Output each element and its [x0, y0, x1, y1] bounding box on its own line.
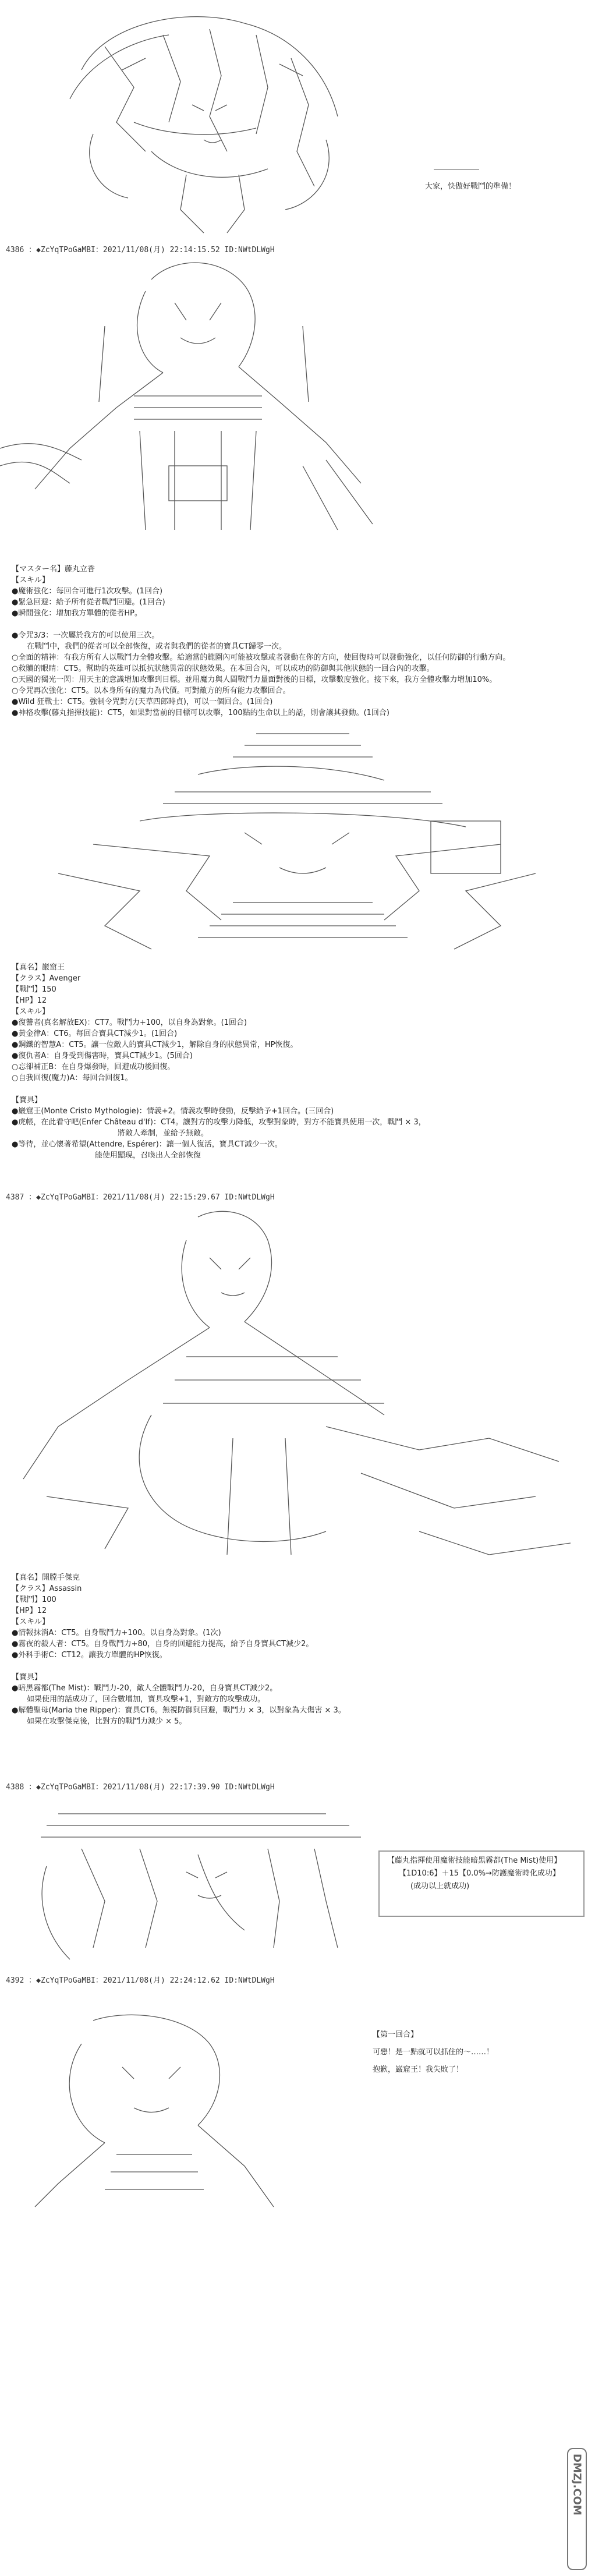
text-line: 抱歉，巌窟王！我失敗了！ [373, 2065, 464, 2074]
text-line: ●黃金律A：CT6。每回合寶具CT減少1。(1回合) [12, 1029, 178, 1038]
text-line: ○自我回復(魔力)A：每回合回復1。 [12, 1074, 133, 1082]
text-line: 【戰鬥】150 [12, 985, 56, 994]
text-line: ●情報抹消A：CT5。自身戰鬥力+100。以自身為對象。(1次) [12, 1629, 221, 1637]
text-line: 【真名】巌窟王 [12, 963, 65, 972]
text-line: ●暗黑霧都(The Mist)：戰鬥力-20，敵人全體戰鬥力-20，自身寶具CT減少2。 [12, 1684, 278, 1693]
ascii-art-illustration-2 [0, 256, 384, 559]
text-line: ●復讐者(真名解放EX)：CT7。戰鬥力+100，以自身為對象。(1回合) [12, 1018, 247, 1027]
post-header: 4388 ：◆ZcYqTPoGaMBI：2021/11/08(月) 22:17:39.90 ID:NWtDLWgH [6, 1783, 275, 1792]
post-header: 4387 ：◆ZcYqTPoGaMBI：2021/11/08(月) 22:15:29.67 ID:NWtDLWgH [6, 1193, 275, 1202]
text-line: ●霧夜的殺人者：CT5。自身戰鬥力+80，自身的回避能力提高，給予自身寶具CT減少2。 [12, 1640, 314, 1648]
text-line: ●虎帳，在此看守吧(Enfer Château d'If)：CT4。讓對方的攻擊力降低，攻擊對象時，對方不能寶具使用一次，戰鬥 × 3， [12, 1118, 426, 1127]
text-line [12, 619, 582, 630]
text-line: ○全面的精神：有我方所有人以戰鬥力全體攻擊。給適當的範圍內可能被攻擊或者發動在你的方向，使回復時可以發動強化，以任何防御的行動方向。 [12, 653, 511, 662]
text-line: ○天國的獨光一閃：用天主的意識增加攻擊到目標。並用魔力與人間戰鬥力量面對後的目標，攻擊數度強化。接下來，我方全體攻擊力增加10%。 [12, 675, 497, 684]
post3-servant-block [12, 962, 582, 1161]
text-line: 【1D10:6】＋15【0.0%→防護魔術時化成功】 [399, 1869, 560, 1878]
text-line: 可惡！是一點就可以抓住的～……！ [373, 2048, 494, 2057]
watermark-text: DMZJ.COM [571, 2454, 583, 2515]
text-line: 【真名】開膛手傑克 [12, 1573, 80, 1582]
text-line: ●復仇者A：自身受到傷害時，寶具CT減少1。(5回合) [12, 1052, 193, 1060]
text-line: 能使用顯現，召喚出人全部恢復 [12, 1151, 201, 1160]
text-line: 【スキル】 [12, 1007, 49, 1016]
text-line: 【HP】12 [12, 1607, 47, 1615]
ascii-art-illustration-4 [12, 1205, 582, 1566]
text-line: 【スキル】 [12, 576, 49, 585]
text-line: 【クラス】Assassin [12, 1584, 82, 1593]
noble-phantasm-title: 【寶具】 [12, 1673, 42, 1682]
text-line: ●令咒3/3：一次屬於我方的可以使用三次。 [12, 631, 160, 640]
text-line: 將敵人牽制，並給予無敵。 [12, 1129, 209, 1138]
ascii-art-illustration-3 [23, 728, 571, 955]
text-line: ●等待，並心懷著希望(Attendre, Espérer)：讓一個人復活，寶具CT減少一次。 [12, 1140, 282, 1149]
text-line: ●瞬間強化：增加我方單體的從者HP。 [12, 609, 142, 618]
text-line: ●緊急回避：給予所有從者戰鬥回避。(1回合) [12, 598, 165, 607]
text-line: ●魔術強化：每回合可進行1次攻擊。(1回合) [12, 587, 163, 596]
text-line: ●神格攻擊(藤丸指揮技能)：CT5，如果對當前的目標可以攻擊，100點的生命以上的話，則會讓其發動。(1回合) [12, 709, 390, 717]
ascii-art-illustration-1 [35, 0, 396, 239]
text-line [12, 1661, 582, 1672]
text-line [12, 1084, 582, 1095]
text-line: ○忘卻補正B：在自身爆發時，回避成功後回復。 [12, 1063, 175, 1071]
text-line: ●解體聖母(Maria the Ripper)：寶具CT6。無視防御與回避，戰鬥力 × 3，以對象為大傷害 × 3。 [12, 1706, 346, 1715]
post4-servant-block [12, 1572, 582, 1727]
ascii-art-illustration-6 [23, 2009, 279, 2213]
ascii-art-illustration-5 [23, 1796, 373, 1965]
text-line: ●鋼鐵的智慧A：CT5。讓一位敵人的寶具CT減少1，解除自身的狀態異常，HP恢復。 [12, 1041, 298, 1049]
post5-note [387, 1855, 579, 1893]
text-line: ●巌窟王(Monte Cristo Mythologie)：情義+2。情義攻擊時發動，反擊給予+1回合。(三回合) [12, 1107, 334, 1116]
text-line: 【戰鬥】100 [12, 1595, 56, 1604]
post2-skill-block [12, 564, 582, 719]
text-line: (成功以上就成功) [410, 1882, 470, 1891]
text-line: 【藤丸指揮使用魔術技能暗黑霧都(The Mist)使用】 [387, 1856, 562, 1865]
noble-phantasm-title: 【寶具】 [12, 1096, 42, 1105]
text-line: 【スキル】 [12, 1618, 49, 1626]
text-line: 【クラス】Avenger [12, 974, 81, 983]
text-line: 【マスター名】藤丸立香 [12, 565, 95, 574]
text-line: 如果在攻擊傑克後，比對方的戰鬥力減少 × 5。 [12, 1717, 187, 1726]
post1-caption: 大家，快做好戰鬥的準備！ [425, 182, 516, 191]
text-line: 在戰鬥中，我們的從者可以全部恢復，或者與我們的從者的寶具CT歸零一次。 [12, 642, 287, 651]
text-line: 【第一回合】 [373, 2030, 419, 2039]
text-line: 如果使用的話成功了，回合數增加，寶具攻擊+1，對敵方的攻擊成功。 [12, 1695, 265, 1704]
post6-note [373, 2026, 582, 2079]
text-line: ○令咒再次強化：CT5。以本身所有的魔力為代價。可對敵方的所有能力攻擊回合。 [12, 687, 291, 695]
text-line: ●外科手術C：CT12。讓我方單體的HP恢復。 [12, 1651, 167, 1659]
post1-caption-line: ―――――― [434, 165, 479, 174]
text-line: ○救贖的眼睛：CT5。幫助的英雄可以抵抗狀態異常的狀態效果。在本回合內，可以成功的防御與其他狀態的一回合內的攻擊。 [12, 664, 434, 673]
site-watermark-logo [567, 2448, 587, 2570]
text-line: ●Wild 狂戰士：CT5。強制令咒對方(天草四郎時貞)，可以一個回合。(1回合) [12, 698, 273, 706]
text-line: 【HP】12 [12, 996, 47, 1005]
post-header: 4392 ：◆ZcYqTPoGaMBI：2021/11/08(月) 22:24:12.62 ID:NWtDLWgH [6, 1976, 275, 1985]
post-header: 4386 ：◆ZcYqTPoGaMBI：2021/11/08(月) 22:14:15.52 ID:NWtDLWgH [6, 246, 275, 254]
